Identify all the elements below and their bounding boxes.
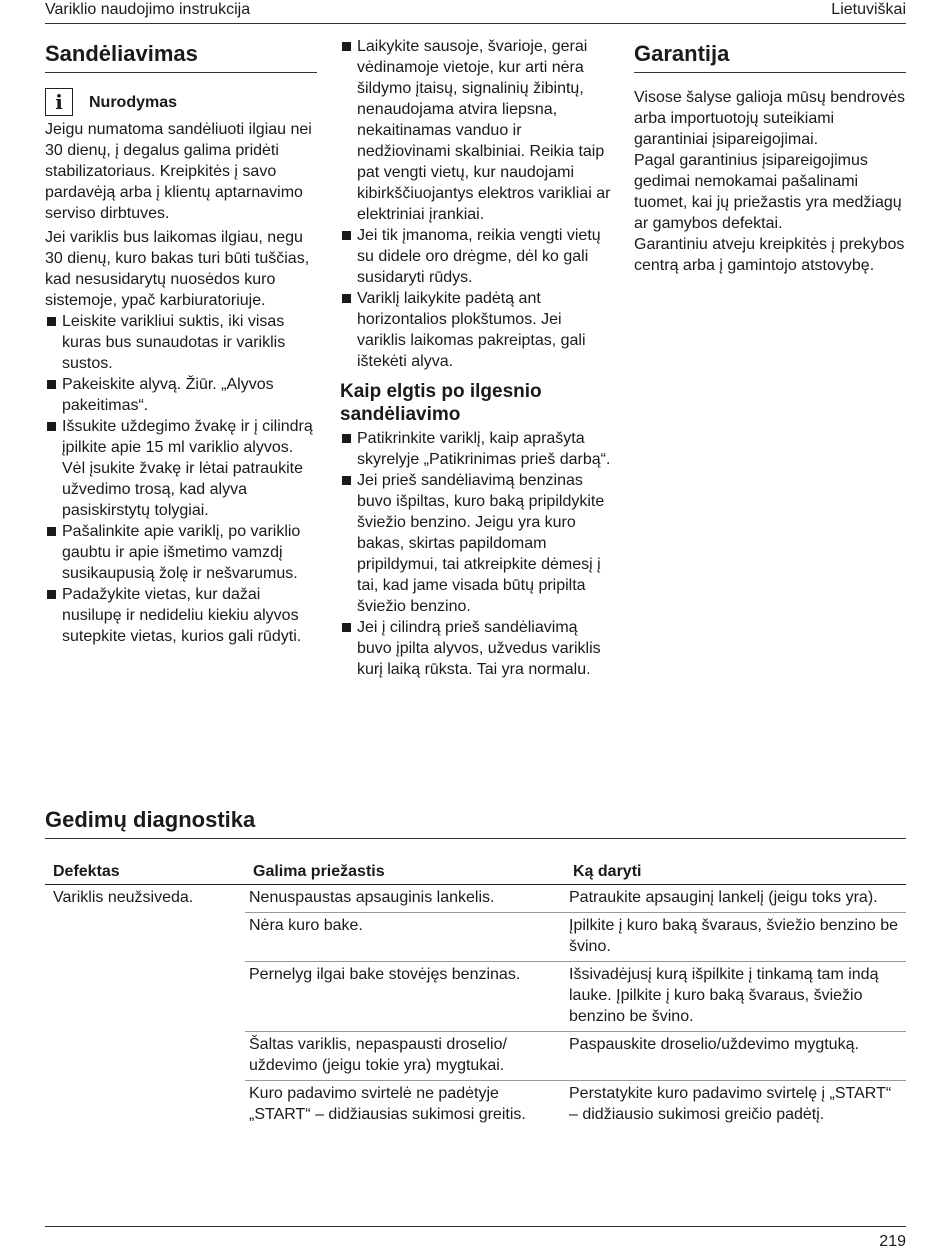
action-cell: Perstatykite kuro padavimo svirtelę į „START“ – didžiausio sukimosi greičio padėtį.: [569, 1085, 892, 1123]
cause-cell: Nenuspaustas apsauginis lankelis.: [245, 885, 565, 913]
info-icon: i: [45, 88, 73, 116]
action-cell: Įpilkite į kuro baką švaraus, šviežio benzino be švino.: [565, 913, 906, 962]
manual-title: Variklio naudojimo instrukcija: [45, 1, 251, 18]
column-header-defect: Defektas: [45, 859, 245, 885]
defect-cell: Variklis neužsiveda.: [53, 889, 194, 906]
language-label: Lietuviškai: [831, 1, 906, 18]
list-item: Leiskite varikliui suktis, iki visas kuras bus sunaudotas ir variklis sustos.: [45, 311, 317, 374]
list-item: Variklį laikykite padėtą ant horizontalios plokštumos. Jei variklis laikomas pakreiptas, gali ištekėti alyva.: [340, 288, 612, 372]
subsection-title-after-storage: Kaip elgtis po ilgesnio sandėliavimo: [340, 381, 542, 425]
list-item: Jei prieš sandėliavimą benzinas buvo išpiltas, kuro baką pripildykite šviežio benzino. Jeigu yra kuro bakas, skirtas papildomam pripildymui, tai atkreipkite dėmesį į tai, kad jame visada būtų pripilta šviežio benzino.: [340, 470, 612, 617]
action-cell: Paspauskite droselio/uždevimo mygtuką.: [565, 1032, 906, 1081]
column-storage-continued: [340, 36, 612, 680]
page-footer: [45, 1226, 906, 1251]
warranty-paragraph: Garantiniu atveju kreipkitės į prekybos centrą arba į gamintojo atstovybę.: [634, 236, 905, 274]
section-title-warranty: Garantija: [634, 36, 906, 73]
column-storage: [45, 36, 317, 647]
list-item: Išsukite uždegimo žvakę ir į cilindrą įpilkite apie 15 ml variklio alyvos. Vėl įsukite žvakę ir lėtai patraukite užvedimo trosą, kad alyva pasiskirstytų tolygiai.: [45, 416, 317, 521]
list-item: Jei į cilindrą prieš sandėliavimą buvo įpilta alyvos, užvedus variklis kurį laiką rūksta. Tai yra normalu.: [340, 617, 612, 680]
note-text: Jeigu numatoma sandėliuoti ilgiau nei 30 dienų, į degalus galima pridėti stabilizatoriaus. Kreipkitės į savo pardavėją arba į klientų aptarnavimo serviso dirbtuves.: [45, 121, 312, 222]
action-cell: Išsivadėjusį kurą išpilkite į tinkamą tam indą lauke. Įpilkite į kuro baką švaraus, šviežio benzino be švino.: [565, 962, 906, 1032]
column-header-action: Ką daryti: [565, 859, 906, 885]
column-warranty: [634, 36, 906, 276]
storage-paragraph: Jei variklis bus laikomas ilgiau, negu 30 dienų, kuro bakas turi būti tuščias, kad nesusidarytų nuosėdos kuro sistemoje, ypač karbiuratoriuje.: [45, 229, 310, 309]
warranty-paragraph: Visose šalyse galioja mūsų bendrovės arba importuotojų suteikiami garantiniai įsipareigojimai.: [634, 89, 905, 148]
page-header: [45, 0, 906, 24]
table-row: [45, 885, 906, 913]
storage-location-list: [340, 36, 612, 372]
section-title-diagnostics: Gedimų diagnostika: [45, 802, 906, 839]
cause-cell: Pernelyg ilgai bake stovėjęs benzinas.: [245, 962, 565, 1032]
list-item: Jei tik įmanoma, reikia vengti vietų su didele oro drėgme, dėl ko gali susidaryti rūdys.: [340, 225, 612, 288]
section-title-storage: Sandėliavimas: [45, 36, 317, 73]
warranty-paragraph: Pagal garantinius įsipareigojimus gedimai nemokamai pašalinami tuomet, kai jų priežastis yra medžiagų ar gamybos defektai.: [634, 152, 902, 232]
list-item: Padažykite vietas, kur dažai nusilupę ir nedideliu kiekiu alyvos sutepkite vietas, kurios gali rūdyti.: [45, 584, 317, 647]
diagnostics-section: [45, 802, 906, 1129]
diagnostics-table: [45, 859, 906, 1129]
table-header-row: [45, 859, 906, 885]
list-item: Laikykite sausoje, švarioje, gerai vėdinamoje vietoje, kur arti nėra šildymo įtaisų, signalinių žibintų, nenaudojama atvira liepsna, nekaitinamas vanduo ir nedžiovinami skalbiniai. Reikia taip pat vengti vietų, kur naudojami kibirkščiuojantys elektros varikliai ar elektriniai įrankiai.: [340, 36, 612, 225]
note-title: Nurodymas: [89, 93, 178, 111]
list-item: Pakeiskite alyvą. Žiūr. „Alyvos pakeitimas“.: [45, 374, 317, 416]
page-number: 219: [879, 1233, 906, 1250]
list-item: Pašalinkite apie variklį, po variklio gaubtu ir apie išmetimo vamzdį susikaupusią žolę ir nešvarumus.: [45, 521, 317, 584]
cause-cell: Kuro padavimo svirtelė ne padėtyje „START“ – didžiausias sukimosi greitis.: [249, 1085, 526, 1123]
storage-steps-list: [45, 311, 317, 647]
column-header-cause: Galima priežastis: [245, 859, 565, 885]
list-item: Patikrinkite variklį, kaip aprašyta skyrelyje „Patikrinimas prieš darbą“.: [340, 428, 612, 470]
cause-cell: Šaltas variklis, nepaspausti droselio/ uždevimo (jeigu tokie yra) mygtukai.: [245, 1032, 565, 1081]
note-header: [45, 87, 317, 117]
cause-cell: Nėra kuro bake.: [245, 913, 565, 962]
action-cell: Patraukite apsauginį lankelį (jeigu toks yra).: [565, 885, 906, 913]
after-storage-list: [340, 428, 612, 680]
